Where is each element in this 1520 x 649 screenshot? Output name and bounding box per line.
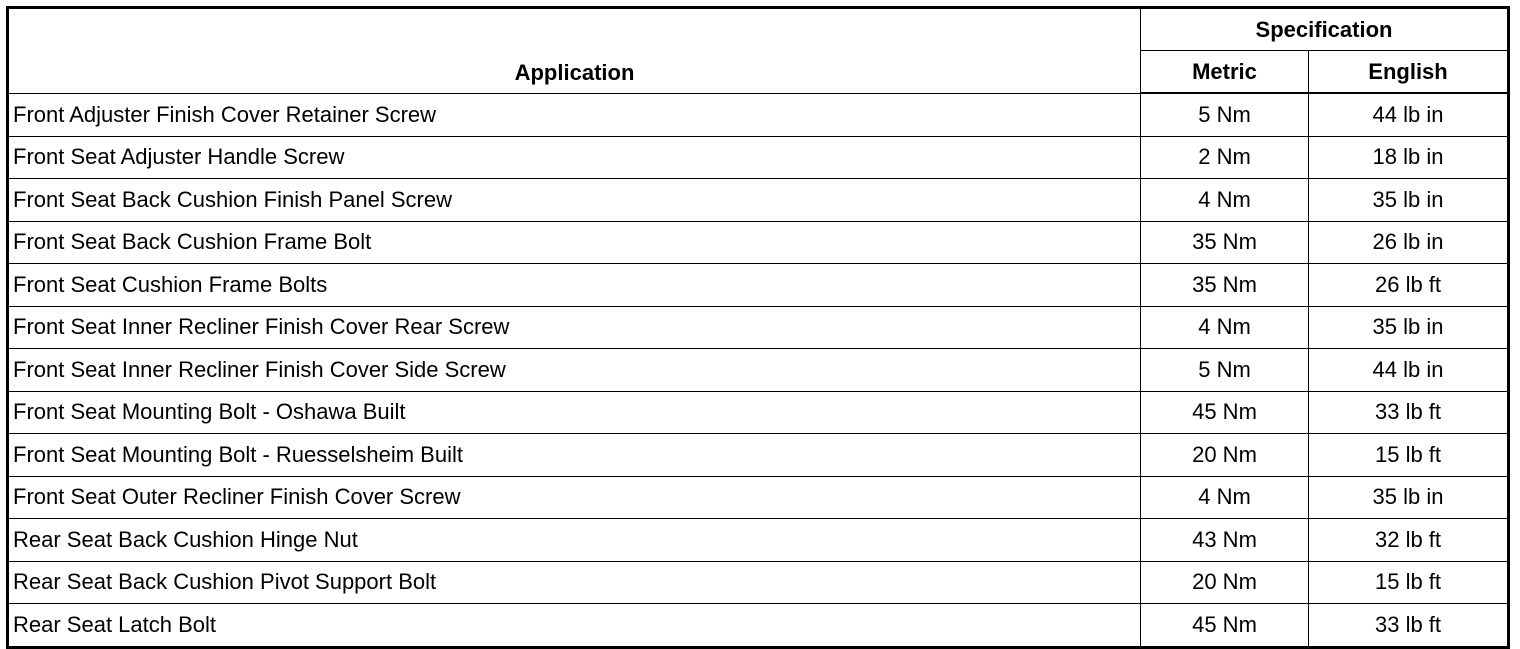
metric-cell: 45 Nm xyxy=(1141,604,1309,648)
application-cell: Front Seat Adjuster Handle Screw xyxy=(8,136,1141,179)
english-cell: 35 lb in xyxy=(1309,476,1509,519)
metric-cell: 4 Nm xyxy=(1141,476,1309,519)
english-cell: 26 lb ft xyxy=(1309,264,1509,307)
table-row xyxy=(8,519,1509,562)
metric-cell: 43 Nm xyxy=(1141,519,1309,562)
application-cell: Front Seat Back Cushion Finish Panel Screw xyxy=(8,179,1141,222)
english-column-header: English xyxy=(1309,51,1509,94)
fastener-specification-table xyxy=(6,6,1510,649)
specification-group-header: Specification xyxy=(1141,8,1509,51)
table-row xyxy=(8,434,1509,477)
english-cell: 33 lb ft xyxy=(1309,391,1509,434)
application-cell: Front Seat Mounting Bolt - Oshawa Built xyxy=(8,391,1141,434)
table-row xyxy=(8,136,1509,179)
header-row-top xyxy=(8,8,1509,51)
table-row xyxy=(8,561,1509,604)
table-row xyxy=(8,391,1509,434)
english-cell: 35 lb in xyxy=(1309,306,1509,349)
application-cell: Front Seat Cushion Frame Bolts xyxy=(8,264,1141,307)
table-row xyxy=(8,93,1509,136)
application-cell: Front Seat Back Cushion Frame Bolt xyxy=(8,221,1141,264)
english-cell: 35 lb in xyxy=(1309,179,1509,222)
application-cell: Front Adjuster Finish Cover Retainer Screw xyxy=(8,93,1141,136)
application-cell: Front Seat Inner Recliner Finish Cover Side Screw xyxy=(8,349,1141,392)
english-cell: 44 lb in xyxy=(1309,349,1509,392)
application-column-header: Application xyxy=(8,8,1141,94)
metric-cell: 35 Nm xyxy=(1141,221,1309,264)
table-row xyxy=(8,604,1509,648)
table-row xyxy=(8,349,1509,392)
english-cell: 15 lb ft xyxy=(1309,434,1509,477)
metric-cell: 5 Nm xyxy=(1141,349,1309,392)
application-cell: Rear Seat Back Cushion Pivot Support Bolt xyxy=(8,561,1141,604)
metric-cell: 4 Nm xyxy=(1141,306,1309,349)
metric-cell: 20 Nm xyxy=(1141,561,1309,604)
table-row xyxy=(8,221,1509,264)
table-body xyxy=(8,93,1509,647)
application-cell: Rear Seat Latch Bolt xyxy=(8,604,1141,648)
metric-cell: 35 Nm xyxy=(1141,264,1309,307)
english-cell: 18 lb in xyxy=(1309,136,1509,179)
application-cell: Rear Seat Back Cushion Hinge Nut xyxy=(8,519,1141,562)
application-cell: Front Seat Outer Recliner Finish Cover Screw xyxy=(8,476,1141,519)
metric-cell: 45 Nm xyxy=(1141,391,1309,434)
table-row xyxy=(8,476,1509,519)
english-cell: 33 lb ft xyxy=(1309,604,1509,648)
metric-cell: 4 Nm xyxy=(1141,179,1309,222)
table-header xyxy=(8,8,1509,94)
metric-cell: 5 Nm xyxy=(1141,93,1309,136)
metric-cell: 2 Nm xyxy=(1141,136,1309,179)
english-cell: 26 lb in xyxy=(1309,221,1509,264)
english-cell: 44 lb in xyxy=(1309,93,1509,136)
metric-column-header: Metric xyxy=(1141,51,1309,94)
table-row xyxy=(8,306,1509,349)
english-cell: 32 lb ft xyxy=(1309,519,1509,562)
metric-cell: 20 Nm xyxy=(1141,434,1309,477)
table-row xyxy=(8,264,1509,307)
english-cell: 15 lb ft xyxy=(1309,561,1509,604)
table-row xyxy=(8,179,1509,222)
application-cell: Front Seat Inner Recliner Finish Cover Rear Screw xyxy=(8,306,1141,349)
application-cell: Front Seat Mounting Bolt - Ruesselsheim Built xyxy=(8,434,1141,477)
